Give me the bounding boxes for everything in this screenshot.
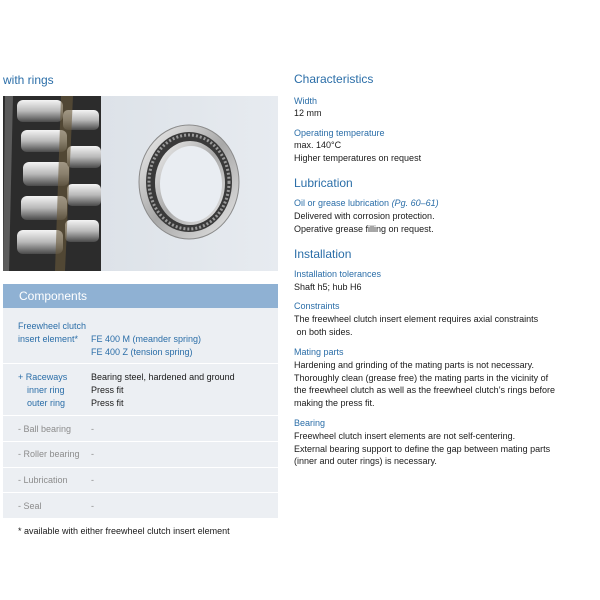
component-value-line: Press fit [91,398,124,408]
components-table [3,284,278,518]
divider [3,492,278,493]
component-key: - Lubrication [18,475,68,485]
mating-line: making the press fit. [294,397,375,408]
mating-line: Hardening and grinding of the mating parts is not necessary. [294,360,534,370]
component-key: - Roller bearing [18,449,80,459]
component-value-line: Press fit [91,385,124,395]
component-key [3,320,91,346]
width-value: 12 mm [294,108,322,118]
characteristics-title: Characteristics [294,72,374,86]
divider [3,441,278,442]
lubrication-line: Operative grease filling on request. [294,223,434,234]
component-value [91,371,276,410]
components-header: Components [3,284,278,308]
component-row-lubrication [3,474,278,487]
component-key-line: insert element* [18,334,79,344]
lubrication-line: Delivered with corrosion protection. [294,211,435,221]
mating-parts-label: Mating parts [294,347,344,357]
operating-temperature-value [294,139,584,164]
component-key: - Ball bearing [18,424,72,434]
component-key-line: Freewheel clutch [18,321,87,331]
footnote: * available with either freewheel clutch insert element [18,526,230,536]
component-row-seal [3,500,278,513]
component-key-line: inner ring [27,385,65,395]
page-reference-link[interactable]: (Pg. 60–61) [391,198,439,208]
product-image [3,96,278,271]
divider [3,467,278,468]
component-key: - Seal [18,501,42,511]
divider [3,363,278,364]
component-key-line: + Raceways [18,372,68,382]
component-row-roller-bearing [3,448,278,461]
lubrication-title: Lubrication [294,176,353,190]
lubrication-label-text: Oil or grease lubrication [294,198,390,208]
constraints-label: Constraints [294,301,340,311]
mating-line: the freewheel clutch as well as the freewheel clutch’s rings before [294,385,555,396]
component-value: - [91,449,94,459]
component-value: - [91,475,94,485]
bearing-text [294,430,584,468]
divider [3,415,278,416]
component-value-line: FE 400 Z (tension spring) [91,347,193,357]
component-value: - [91,501,94,511]
installation-tolerances-value: Shaft h5; hub H6 [294,282,362,292]
temperature-line: max. 140°C [294,140,342,150]
component-value-line: FE 400 M (meander spring) [91,334,202,344]
component-key-line: outer ring [27,398,66,408]
component-value: - [91,424,94,434]
component-row-raceways [3,371,278,411]
width-label: Width [294,96,318,106]
lubrication-label [294,197,439,209]
temperature-line: Higher temperatures on request [294,152,422,163]
mating-line: Thoroughly clean (grease free) the mating parts in the vicinity of [294,372,549,383]
operating-temperature-label: Operating temperature [294,128,385,138]
lubrication-text [294,210,584,235]
component-value [91,333,276,359]
mating-parts-text [294,359,584,409]
component-row-freewheel [3,320,278,360]
bearing-label: Bearing [294,418,326,428]
bearing-line: External bearing support to define the gap between mating parts [294,443,551,454]
installation-tolerances-label: Installation tolerances [294,269,382,279]
bearing-line: Freewheel clutch insert elements are not self-centering. [294,431,516,441]
constraints-line: The freewheel clutch insert element requires axial constraints [294,314,539,324]
component-value-line: Bearing steel, hardened and ground [91,372,235,382]
section-heading: with rings [3,73,54,87]
component-key [3,371,91,410]
clutch-bearing-illustration [3,96,278,271]
bearing-line: (inner and outer rings) is necessary. [294,456,437,467]
constraints-line: on both sides. [294,326,353,337]
component-row-ball-bearing [3,423,278,436]
constraints-text [294,313,584,338]
installation-title: Installation [294,247,352,261]
